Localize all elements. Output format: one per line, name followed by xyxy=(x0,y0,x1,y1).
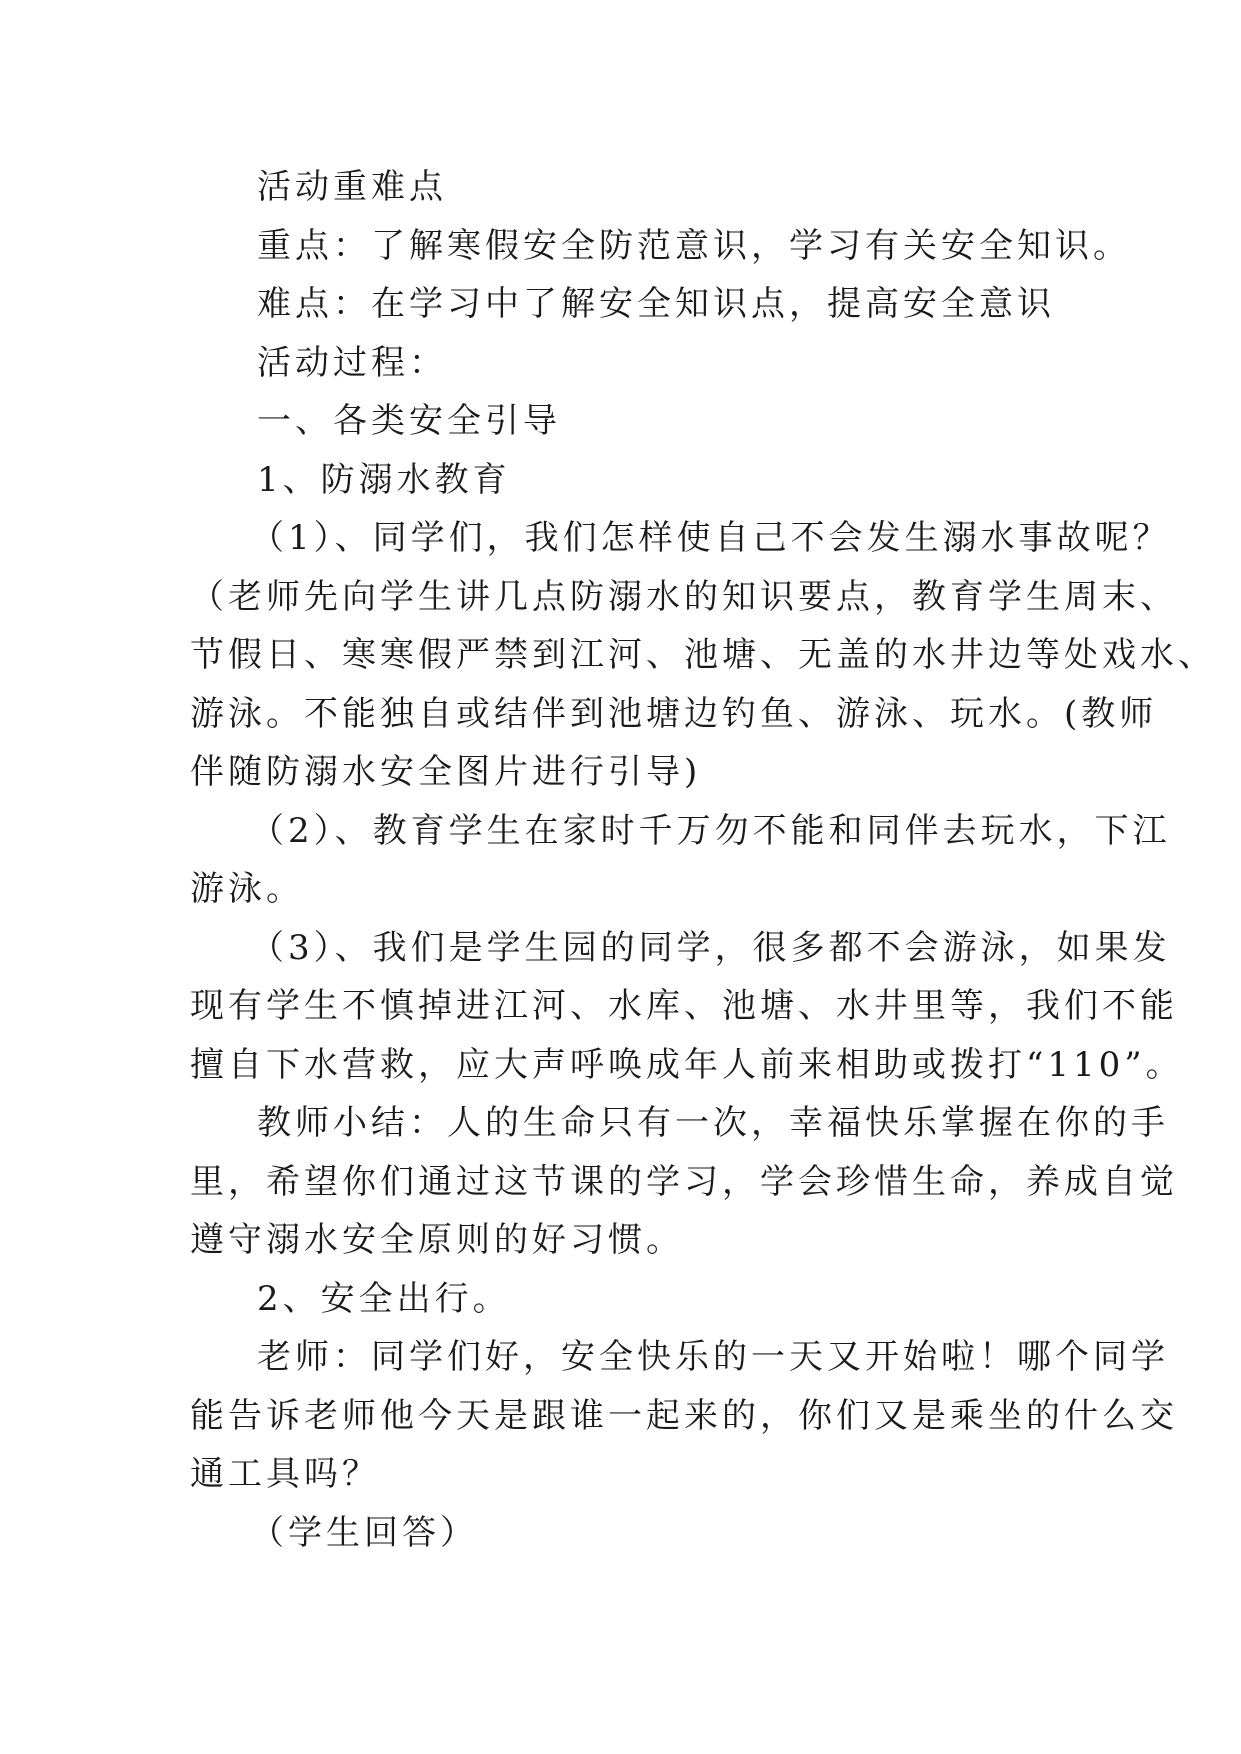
paragraph-line: 老师：同学们好，安全快乐的一天又开始啦！哪个同学 xyxy=(257,1337,1169,1377)
paragraph-line: 里，希望你们通过这节课的学习，学会珍惜生命，养成自觉 xyxy=(190,1161,1178,1202)
subsection-heading: 2、安全出行。 xyxy=(257,1278,511,1319)
section-heading: 活动重难点 xyxy=(257,167,447,207)
paragraph-line: （学生回答） xyxy=(250,1512,478,1553)
paragraph-line: 现有学生不慎掉进江河、水库、池塘、水井里等，我们不能 xyxy=(190,986,1178,1026)
difficult-point: 难点：在学习中了解安全知识点，提高安全意识 xyxy=(257,284,1055,324)
key-point: 重点：了解寒假安全防范意识，学习有关安全知识。 xyxy=(257,225,1131,266)
paragraph-line: 节假日、寒寒假严禁到江河、池塘、无盖的水井边等处戏水、 xyxy=(190,635,1216,675)
paragraph-line: （3）、我们是学生园的同学，很多都不会游泳，如果发 xyxy=(250,927,1171,968)
section-heading: 活动过程： xyxy=(257,342,447,383)
paragraph-line: 游泳。 xyxy=(190,869,304,909)
paragraph-line: （2）、教育学生在家时千万勿不能和同伴去玩水，下江 xyxy=(250,810,1171,851)
paragraph-line: 遵守溺水安全原则的好习惯。 xyxy=(190,1220,684,1260)
paragraph-line: 能告诉老师他今天是跟谁一起来的，你们又是乘坐的什么交 xyxy=(190,1395,1178,1436)
subsection-heading: 一、各类安全引导 xyxy=(257,401,561,441)
paragraph-line: 教师小结：人的生命只有一次，幸福快乐掌握在你的手 xyxy=(257,1103,1169,1143)
subsection-heading: 1、防溺水教育 xyxy=(257,459,511,500)
paragraph-line: 游泳。不能独自或结伴到池塘边钓鱼、游泳、玩水。(教师 xyxy=(190,693,1158,734)
paragraph-line: 伴随防溺水安全图片进行引导) xyxy=(190,752,702,792)
paragraph-line: （老师先向学生讲几点防溺水的知识要点，教育学生周末、 xyxy=(190,576,1178,617)
document-page xyxy=(190,158,1216,1562)
paragraph-line: 擅自下水营救，应大声呼唤成年人前来相助或拨打“110”。 xyxy=(190,1044,1184,1085)
paragraph-line: （1）、同学们，我们怎样使自己不会发生溺水事故呢？ xyxy=(250,518,1171,558)
paragraph-line: 通工具吗？ xyxy=(190,1454,380,1494)
